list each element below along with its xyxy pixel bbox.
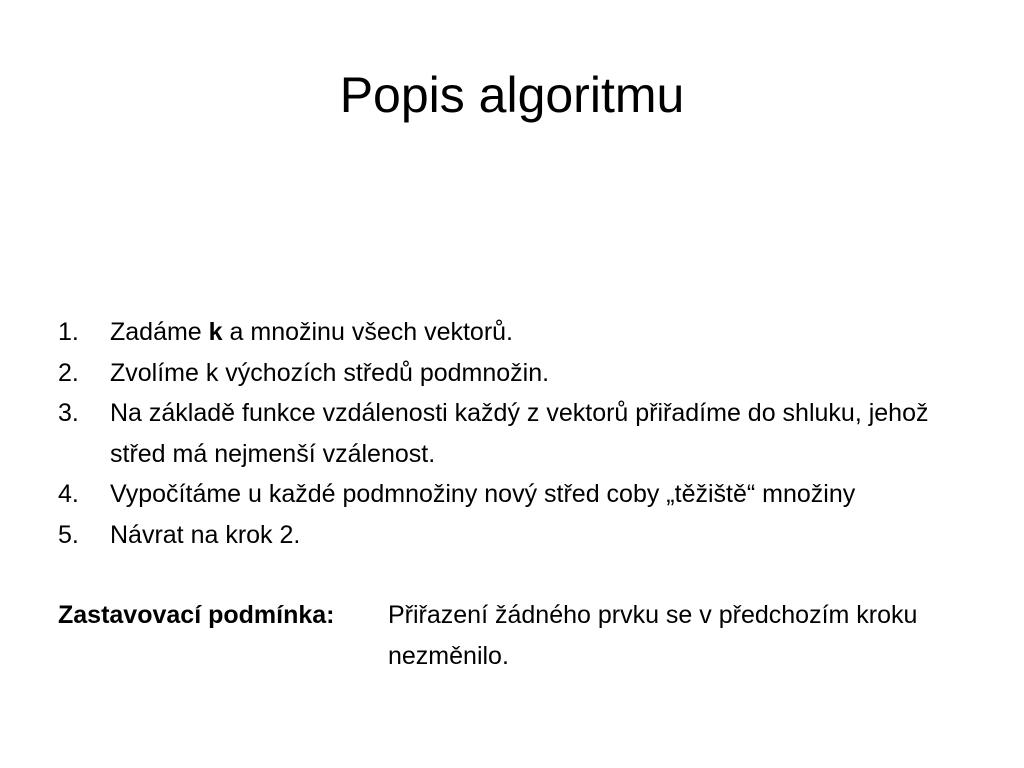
stop-condition bbox=[58, 595, 978, 676]
step-text: Vypočítáme u každé podmnožiny nový střed coby „těžiště“ množiny bbox=[110, 480, 856, 508]
step-text: Na základě funkce vzdálenosti každý z vektorů přiřadíme do shluku, jehož střed má nejmenší vzálenost. bbox=[110, 399, 929, 468]
step-text-bold: k bbox=[208, 318, 223, 346]
list-item-step-5 bbox=[58, 515, 978, 556]
step-text: Návrat na krok 2. bbox=[110, 520, 301, 549]
list-item-step-4 bbox=[58, 474, 978, 515]
step-text: Zvolíme k výchozích středů podmnožin. bbox=[110, 358, 550, 387]
algorithm-steps-list bbox=[58, 312, 978, 555]
list-item-step-1 bbox=[58, 312, 978, 353]
step-number: 2. bbox=[58, 358, 79, 387]
stop-condition-label: Zastavovací podmínka: bbox=[58, 601, 335, 629]
step-number: 3. bbox=[58, 399, 79, 427]
slide-title: Popis algoritmu bbox=[339, 67, 685, 123]
step-number: 1. bbox=[58, 318, 79, 346]
slide-content bbox=[58, 312, 978, 676]
step-number: 4. bbox=[58, 480, 79, 508]
step-text-after: a množinu všech vektorů. bbox=[222, 318, 513, 346]
list-item-step-3 bbox=[58, 393, 978, 474]
stop-condition-text: Přiřazení žádného prvku se v předchozím kroku nezměnilo. bbox=[388, 601, 918, 670]
list-item-step-2 bbox=[58, 353, 978, 394]
step-text-before: Zadáme bbox=[110, 318, 209, 346]
step-number: 5. bbox=[58, 520, 79, 549]
